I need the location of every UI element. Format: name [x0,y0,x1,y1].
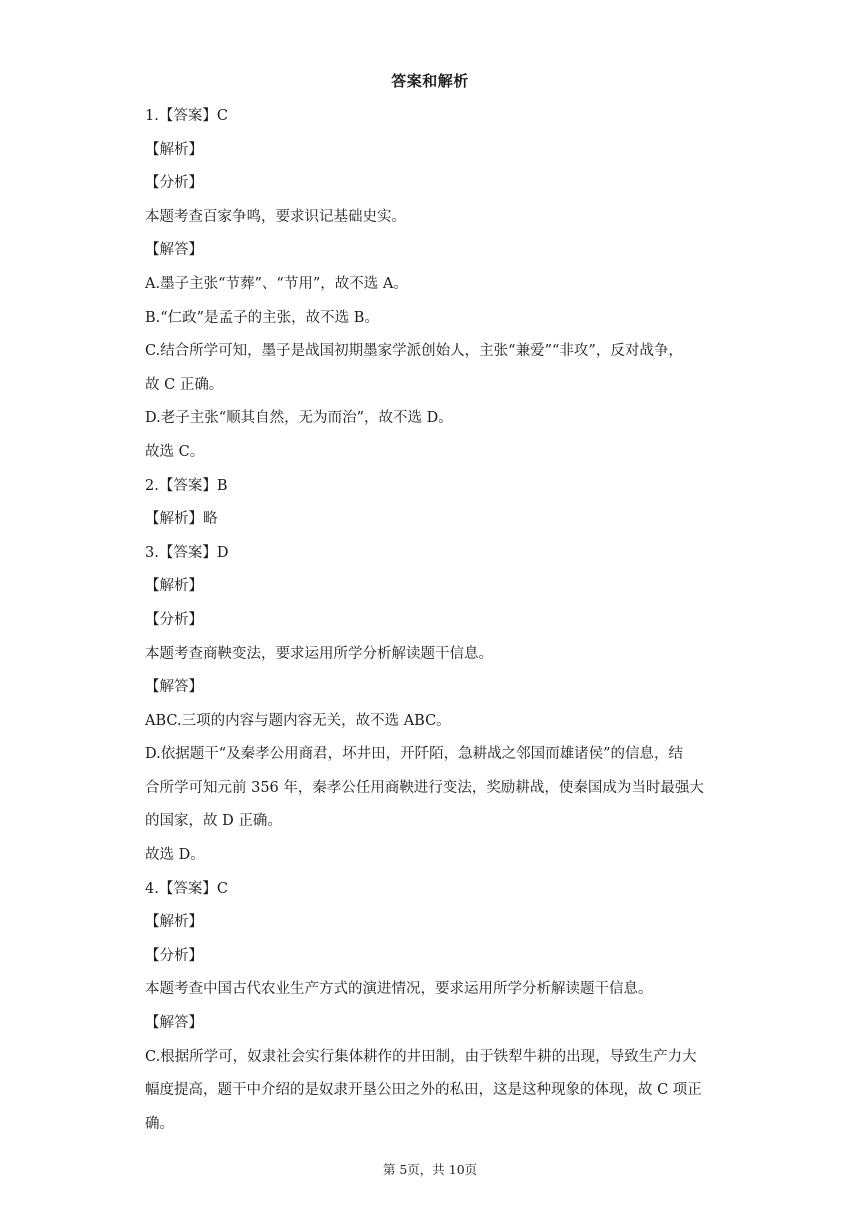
text-line: 2.【答案】B [145,477,228,494]
text-line: 【解答】 [145,679,203,696]
text-line: D.老子主张“顺其自然，无为而治”，故不选 D。 [145,410,453,427]
text-line: 1.【答案】C [145,108,228,124]
text-line: 故选 C。 [145,443,205,460]
text-line: 【解析】 [145,914,203,931]
text-line: 【解答】 [145,1015,203,1032]
text-line: 【分析】 [145,611,203,628]
text-line: 【分析】 [145,175,203,192]
text-line: 本题考查商鞅变法，要求运用所学分析解读题干信息。 [145,645,493,662]
text-line: C.根据所学可，奴隶社会实行集体耕作的井田制，由于铁犁牛耕的出现，导致生产力大 [145,1048,697,1065]
text-line: 【解析】 [145,578,203,595]
text-line: 【解析】略 [145,511,218,528]
text-line: D.依据题干“及秦孝公用商君，坏井田，开阡陌，急耕战之邻国而雄诸侯”的信息，结 [145,746,684,763]
text-line: 本题考查百家争鸣，要求识记基础史实。 [145,208,406,225]
text-line: 4.【答案】C [145,880,228,897]
text-line: 【解答】 [145,242,203,259]
text-line: 确。 [145,1115,174,1132]
text-line: 的国家，故 D 正确。 [145,813,282,830]
text-line: 幅度提高，题干中介绍的是奴隶开垦公田之外的私田，这是这种现象的体现，故 C 项正 [145,1082,702,1099]
text-line: 【解析】 [145,141,203,158]
text-line: 故 C 正确。 [145,376,224,393]
text-line: C.结合所学可知，墨子是战国初期墨家学派创始人，主张“兼爱”“非攻”，反对战争， [145,343,683,360]
text-line: B.“仁政”是孟子的主张，故不选 B。 [145,309,379,326]
text-line: 【分析】 [145,947,203,964]
text-line: ABC.三项的内容与题内容无关，故不选 ABC。 [145,712,451,729]
page-footer: 第 5页，共 10页 [382,1162,478,1177]
text-line: 故选 D。 [145,847,205,864]
page-title: 答案和解析 [391,72,469,90]
text-line: 本题考查中国古代农业生产方式的演进情况，要求运用所学分析解读题干信息。 [145,981,653,998]
text-line: 合所学可知元前 356 年，秦孝公任用商鞅进行变法，奖励耕战，使秦国成为当时最强大 [145,779,704,796]
answer-content [145,100,725,1141]
text-line: 3.【答案】D [145,544,229,561]
text-line: A.墨子主张“节葬”、“节用”，故不选 A。 [145,275,408,292]
